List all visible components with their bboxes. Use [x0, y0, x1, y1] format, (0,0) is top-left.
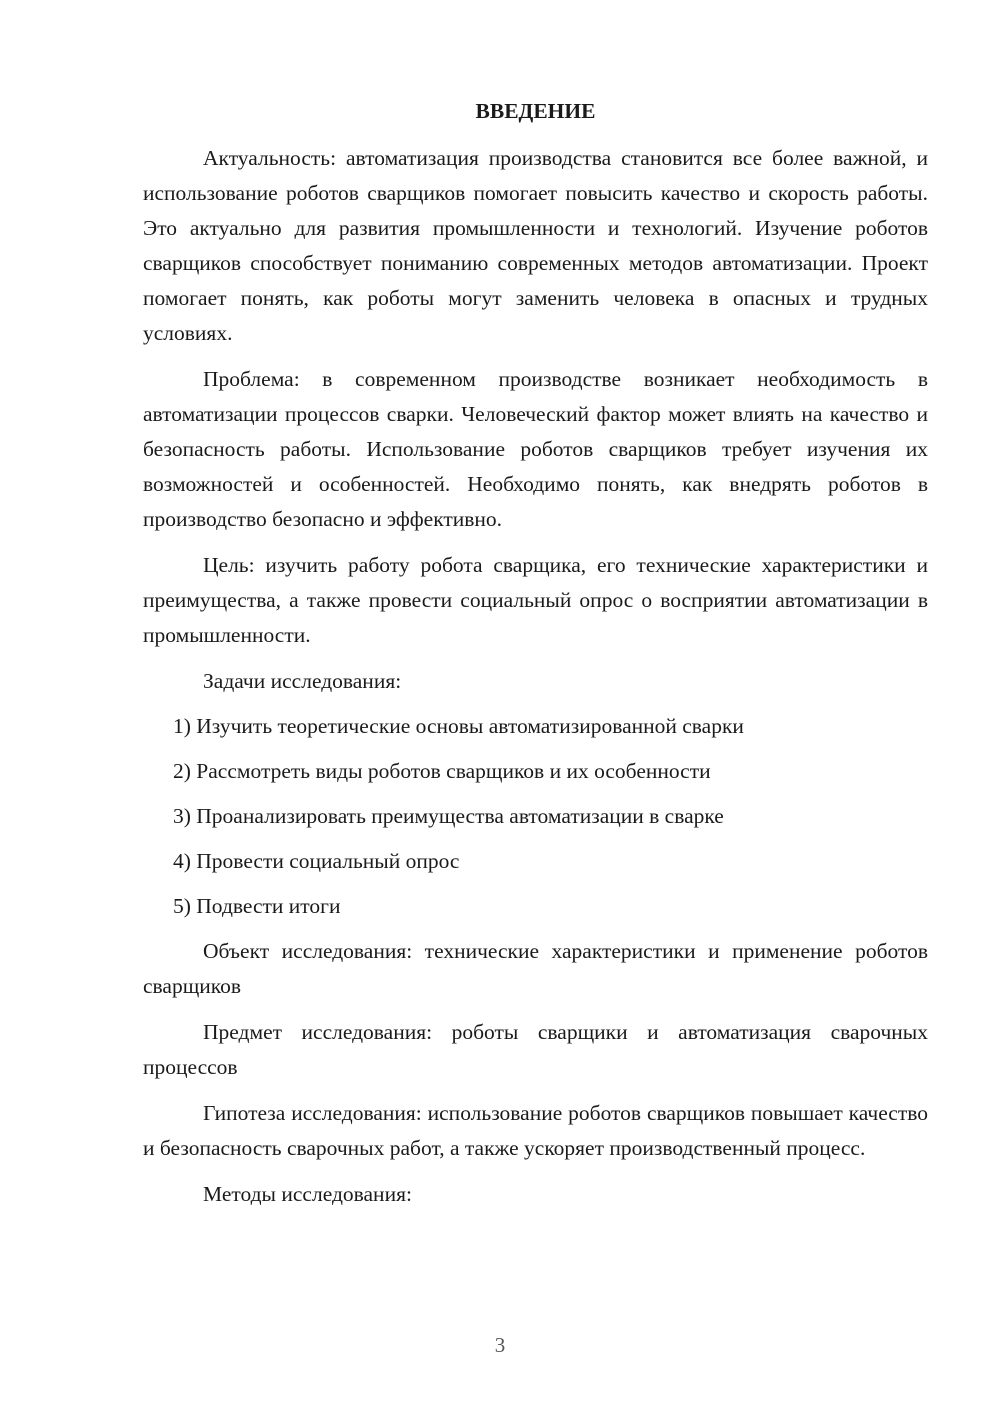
hypothesis-paragraph: Гипотеза исследования: использование роботов сварщиков повышает качество и безопасность сварочных работ, а также ускоряет производственный процесс. — [143, 1101, 928, 1160]
subject-paragraph: Предмет исследования: роботы сварщики и автоматизация сварочных процессов — [143, 1020, 928, 1079]
task-item: 2) Рассмотреть виды роботов сварщиков и их особенности — [173, 759, 711, 783]
task-item: 4) Провести социальный опрос — [173, 849, 460, 873]
methods-label: Методы исследования: — [203, 1182, 412, 1206]
page-content — [143, 96, 928, 1222]
goal-paragraph: Цель: изучить работу робота сварщика, его технические характеристики и преимущества, а также провести социальный опрос о восприятии автоматизации в промышленности. — [143, 553, 928, 647]
page-number: 3 — [494, 1333, 506, 1357]
tasks-list — [143, 709, 928, 924]
task-item: 1) Изучить теоретические основы автоматизированной сварки — [173, 714, 744, 738]
relevance-paragraph: Актуальность: автоматизация производства становится все более важной, и использование роботов сварщиков помогает повысить качество и скорость работы. Это актуально для развития промышленности и технологий. Изучение роботов сварщиков способствует пониманию современных методов автоматизации. Проект помогает понять, как роботы могут заменить человека в опасных и трудных условиях. — [143, 146, 928, 345]
problem-paragraph: Проблема: в современном производстве возникает необходимость в автоматизации процессов сварки. Человеческий фактор может влиять на качество и безопасность работы. Использование роботов сварщиков требует изучения их возможностей и особенностей. Необходимо понять, как внедрять роботов в производство безопасно и эффективно. — [143, 367, 928, 531]
object-paragraph: Объект исследования: технические характеристики и применение роботов сварщиков — [143, 939, 928, 998]
tasks-label: Задачи исследования: — [203, 669, 402, 693]
section-title: ВВЕДЕНИЕ — [475, 99, 596, 123]
task-item: 3) Проанализировать преимущества автоматизации в сварке — [173, 804, 724, 828]
task-item: 5) Подвести итоги — [173, 894, 341, 918]
